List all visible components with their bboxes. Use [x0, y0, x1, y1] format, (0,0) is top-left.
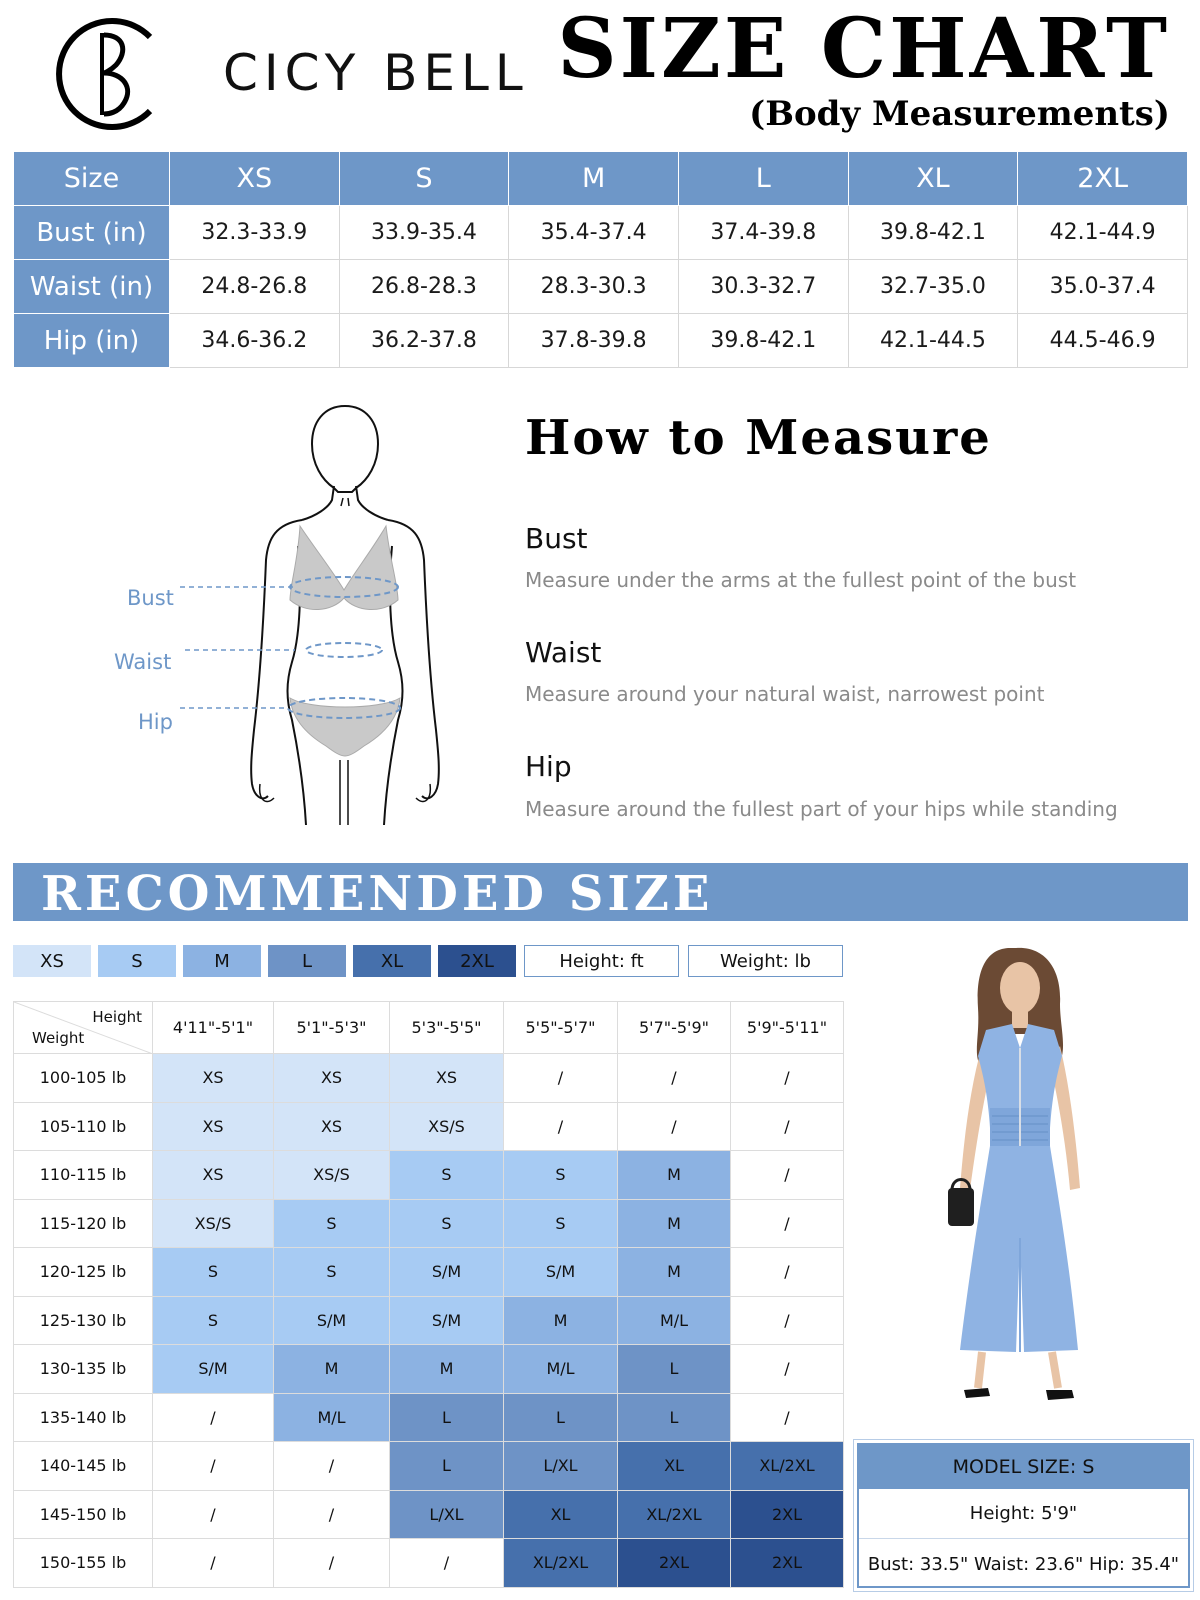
recommended-size-cell: / [153, 1442, 274, 1491]
weight-row [14, 1393, 844, 1442]
recommended-size-cell: XS [153, 1054, 274, 1103]
recommended-size-cell: M/L [618, 1296, 731, 1345]
weight-row-label: 120-125 lb [14, 1248, 153, 1297]
legend-swatch-2xl: 2XL [438, 945, 516, 977]
weight-row [14, 1345, 844, 1394]
weight-row-label: 110-115 lb [14, 1151, 153, 1200]
measurement-cell: 34.6-36.2 [170, 314, 340, 368]
size-corner-label: Size [14, 152, 170, 206]
recommended-size-cell: XS/S [274, 1151, 390, 1200]
recommended-size-cell: L/XL [504, 1442, 618, 1491]
model-height: Height: 5'9" [859, 1489, 1188, 1539]
recommended-size-cell: / [731, 1248, 844, 1297]
recommended-size-cell: L/XL [390, 1490, 504, 1539]
size-header-row [14, 152, 1188, 206]
legend-swatch-xl: XL [353, 945, 431, 977]
recommended-size-cell: / [504, 1054, 618, 1103]
recommended-size-cell: L [618, 1345, 731, 1394]
height-weight-corner [14, 1002, 153, 1054]
recommended-size-cell: XL [504, 1490, 618, 1539]
recommended-size-cell: S [504, 1199, 618, 1248]
recommended-size-cell: / [274, 1490, 390, 1539]
figure-label-waist: Waist [114, 650, 172, 674]
weight-row [14, 1296, 844, 1345]
measurement-cell: 39.8-42.1 [678, 314, 848, 368]
weight-row-label: 150-155 lb [14, 1539, 153, 1588]
measurement-row [14, 314, 1188, 368]
legend-swatch-s: S [98, 945, 176, 977]
measurement-cell: 44.5-46.9 [1018, 314, 1188, 368]
recommended-size-cell: / [504, 1102, 618, 1151]
model-measurements: Bust: 33.5" Waist: 23.6" Hip: 35.4" [867, 1553, 1180, 1575]
recommended-size-cell: L [390, 1393, 504, 1442]
legend-swatch-l: L [268, 945, 346, 977]
recommended-size-cell: L [390, 1442, 504, 1491]
weight-row [14, 1151, 844, 1200]
weight-row-label: 135-140 lb [14, 1393, 153, 1442]
how-to-measure-title: How to Measure [525, 410, 992, 466]
weight-row [14, 1102, 844, 1151]
legend-swatch-m: M [183, 945, 261, 977]
recommended-size-cell: S/M [390, 1296, 504, 1345]
height-header-cell: 5'3"-5'5" [390, 1002, 504, 1054]
weight-row-label: 115-120 lb [14, 1199, 153, 1248]
recommended-size-cell: XS/S [390, 1102, 504, 1151]
body-measurement-table [13, 151, 1188, 368]
measure-desc-bust: Measure under the arms at the fullest point of the bust [525, 568, 1077, 592]
recommended-size-cell: 2XL [618, 1539, 731, 1588]
recommended-size-cell: S [274, 1199, 390, 1248]
legend-height-unit: Height: ft [524, 945, 679, 977]
measurement-cell: 39.8-42.1 [848, 206, 1018, 260]
size-header-cell: L [678, 152, 848, 206]
measurement-row-label: Bust (in) [14, 206, 170, 260]
recommended-size-cell: / [153, 1490, 274, 1539]
legend-swatch-xs: XS [13, 945, 91, 977]
recommended-size-cell: / [390, 1539, 504, 1588]
recommended-size-cell: M [390, 1345, 504, 1394]
recommended-size-cell: XL/2XL [504, 1539, 618, 1588]
figure-label-bust: Bust [127, 586, 174, 610]
recommended-size-cell: L [504, 1393, 618, 1442]
size-header-cell: M [509, 152, 679, 206]
measurement-cell: 42.1-44.5 [848, 314, 1018, 368]
recommended-size-cell: S [504, 1151, 618, 1200]
measurement-cell: 37.8-39.8 [509, 314, 679, 368]
size-header-cell: S [339, 152, 509, 206]
recommended-size-cell: XS [153, 1102, 274, 1151]
recommended-size-cell: / [731, 1199, 844, 1248]
recommended-size-cell: S/M [504, 1248, 618, 1297]
recommended-size-cell: XL/2XL [731, 1442, 844, 1491]
model-size-heading: MODEL SIZE: S [859, 1445, 1188, 1489]
recommended-size-cell: XL/2XL [618, 1490, 731, 1539]
measurement-cell: 35.0-37.4 [1018, 260, 1188, 314]
weight-row-label: 145-150 lb [14, 1490, 153, 1539]
measure-leader-lines [175, 580, 305, 730]
recommended-size-cell: M [274, 1345, 390, 1394]
model-size-box [857, 1443, 1190, 1588]
weight-row-label: 140-145 lb [14, 1442, 153, 1491]
measurement-cell: 26.8-28.3 [339, 260, 509, 314]
recommended-size-cell: S [390, 1151, 504, 1200]
measurement-cell: 32.7-35.0 [848, 260, 1018, 314]
recommended-size-cell: / [731, 1054, 844, 1103]
weight-row-label: 105-110 lb [14, 1102, 153, 1151]
measurement-cell: 33.9-35.4 [339, 206, 509, 260]
height-header-row [14, 1002, 844, 1054]
model-photo-illustration [920, 938, 1130, 1433]
recommended-size-cell: 2XL [731, 1539, 844, 1588]
measurement-cell: 42.1-44.9 [1018, 206, 1188, 260]
measurement-cell: 37.4-39.8 [678, 206, 848, 260]
height-header-cell: 4'11"-5'1" [153, 1002, 274, 1054]
measurement-cell: 24.8-26.8 [170, 260, 340, 314]
measurement-row-label: Waist (in) [14, 260, 170, 314]
recommended-size-cell: / [153, 1393, 274, 1442]
measure-heading-waist: Waist [525, 636, 602, 669]
page-subtitle: (Body Measurements) [749, 94, 1170, 134]
recommended-size-cell: / [731, 1345, 844, 1394]
measurement-cell: 28.3-30.3 [509, 260, 679, 314]
size-header-cell: XL [848, 152, 1018, 206]
recommended-size-banner [13, 863, 1188, 921]
figure-label-hip: Hip [138, 710, 173, 734]
recommended-size-cell: / [618, 1102, 731, 1151]
recommended-size-cell: / [731, 1151, 844, 1200]
weight-row-label: 125-130 lb [14, 1296, 153, 1345]
recommended-size-cell: M [618, 1151, 731, 1200]
measure-heading-hip: Hip [525, 750, 572, 783]
recommended-size-title: RECOMMENDED SIZE [41, 866, 714, 922]
recommended-size-cell: / [731, 1393, 844, 1442]
recommended-size-cell: / [274, 1442, 390, 1491]
recommended-size-cell: XS [274, 1054, 390, 1103]
recommended-size-cell: S [274, 1248, 390, 1297]
legend-weight-unit: Weight: lb [688, 945, 843, 977]
recommended-size-table [13, 1001, 844, 1588]
measure-desc-waist: Measure around your natural waist, narrowest point [525, 682, 1045, 706]
weight-row-label: 100-105 lb [14, 1054, 153, 1103]
measurement-row-label: Hip (in) [14, 314, 170, 368]
measurement-cell: 30.3-32.7 [678, 260, 848, 314]
recommended-size-cell: XS [153, 1151, 274, 1200]
recommended-size-cell: / [618, 1054, 731, 1103]
weight-row [14, 1248, 844, 1297]
measurement-cell: 35.4-37.4 [509, 206, 679, 260]
weight-row [14, 1199, 844, 1248]
recommended-size-cell: XS [274, 1102, 390, 1151]
size-header-cell: XS [170, 152, 340, 206]
recommended-size-cell: S/M [390, 1248, 504, 1297]
corner-height-label: Height [92, 1008, 142, 1026]
recommended-size-cell: M/L [504, 1345, 618, 1394]
brand-name: CICY BELL [223, 44, 529, 102]
recommended-size-cell: M [618, 1248, 731, 1297]
recommended-size-cell: S [153, 1296, 274, 1345]
recommended-size-cell: 2XL [731, 1490, 844, 1539]
measure-heading-bust: Bust [525, 522, 588, 555]
recommended-size-cell: / [274, 1539, 390, 1588]
corner-weight-label: Weight [32, 1029, 85, 1047]
measurement-cell: 36.2-37.8 [339, 314, 509, 368]
recommended-size-cell: L [618, 1393, 731, 1442]
measure-desc-hip: Measure around the fullest part of your hips while standing [525, 797, 1118, 821]
recommended-size-cell: / [731, 1296, 844, 1345]
recommended-size-cell: / [153, 1539, 274, 1588]
size-header-cell: 2XL [1018, 152, 1188, 206]
brand-logo-icon [50, 13, 172, 135]
measurement-row [14, 260, 1188, 314]
recommended-size-cell: XS/S [153, 1199, 274, 1248]
weight-row-label: 130-135 lb [14, 1345, 153, 1394]
weight-row [14, 1442, 844, 1491]
recommended-size-cell: M [504, 1296, 618, 1345]
measurement-cell: 32.3-33.9 [170, 206, 340, 260]
height-header-cell: 5'9"-5'11" [731, 1002, 844, 1054]
page-title: SIZE CHART [557, 1, 1170, 97]
recommended-size-cell: S/M [274, 1296, 390, 1345]
recommended-size-cell: / [731, 1102, 844, 1151]
weight-row [14, 1539, 844, 1588]
recommended-size-cell: XL [618, 1442, 731, 1491]
recommended-size-cell: S [390, 1199, 504, 1248]
recommended-size-cell: XS [390, 1054, 504, 1103]
recommended-size-cell: M [618, 1199, 731, 1248]
recommended-size-cell: S [153, 1248, 274, 1297]
height-header-cell: 5'1"-5'3" [274, 1002, 390, 1054]
recommended-size-cell: S/M [153, 1345, 274, 1394]
recommended-size-cell: M/L [274, 1393, 390, 1442]
height-header-cell: 5'7"-5'9" [618, 1002, 731, 1054]
height-header-cell: 5'5"-5'7" [504, 1002, 618, 1054]
weight-row [14, 1054, 844, 1103]
weight-row [14, 1490, 844, 1539]
measurement-row [14, 206, 1188, 260]
